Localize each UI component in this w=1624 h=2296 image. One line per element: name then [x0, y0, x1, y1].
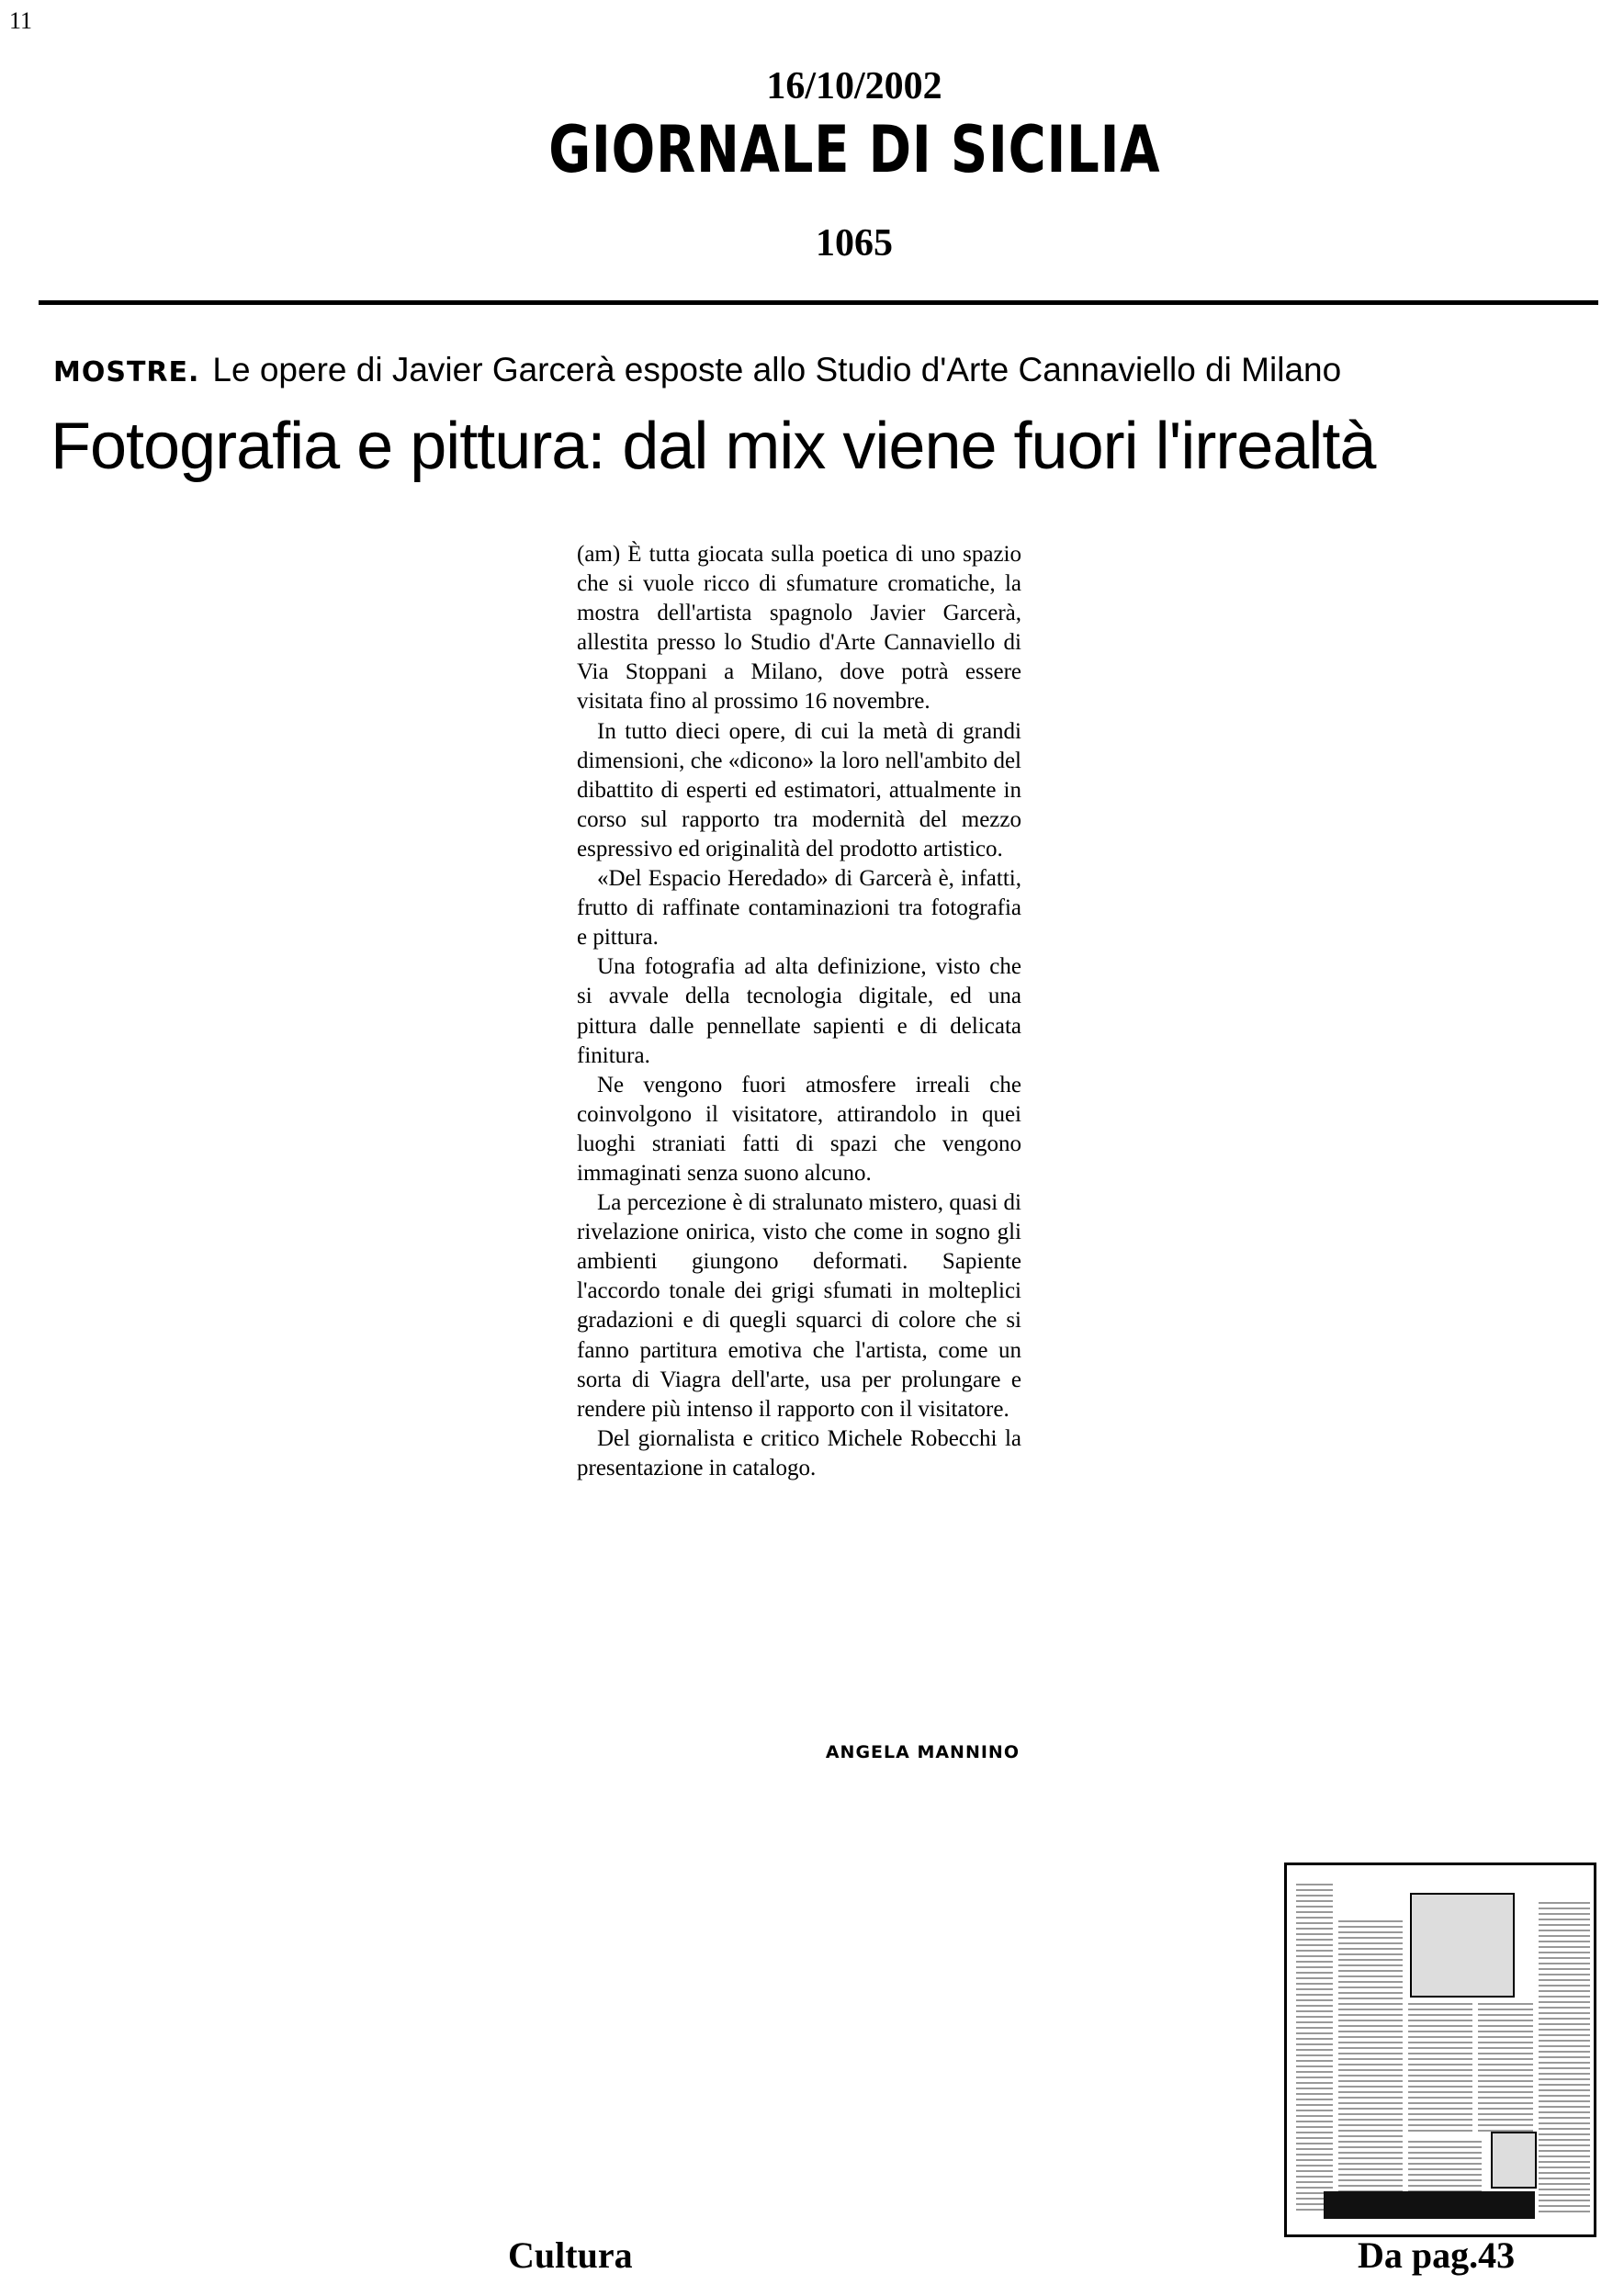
kicker-text: Le opere di Javier Garcerà esposte allo Studio d'Arte Cannaviello di Milano	[212, 351, 1342, 388]
article-paragraph: Ne vengono fuori atmosfere irreali che coinvolgono il visitatore, attirandolo in quei luoghi straniati fatti di spazi che vengono immaginati senza suono alcuno.	[577, 1072, 1021, 1186]
publication-date: 16/10/2002	[766, 65, 942, 107]
thumbnail-column	[1408, 2003, 1472, 2132]
thumbnail-column	[1539, 1902, 1590, 2214]
article-byline: ANGELA MANNINO	[825, 1742, 1020, 1762]
article-kicker	[53, 349, 1341, 394]
article-headline: Fotografia e pittura: dal mix viene fuori l'irrealtà	[51, 410, 1376, 483]
header-rule	[39, 300, 1598, 305]
page-thumbnail	[1284, 1863, 1596, 2237]
newspaper-name: GIORNALE DI SICILIA	[547, 112, 1161, 187]
issue-number: 1065	[816, 222, 893, 264]
article-paragraph: In tutto dieci opere, di cui la metà di grandi dimensioni, che «dicono» la loro nell'ambito del dibattito di esperti ed estimatori, attualmente in corso sul rapporto tra modernità del mezzo espressivo ed originalità del prodotto artistico.	[577, 718, 1021, 861]
article-paragraph: Una fotografia ad alta definizione, visto che si avvale della tecnologia digitale, ed una pittura dalle pennellate sapienti e di delicata finitura.	[577, 954, 1021, 1068]
thumbnail-column	[1408, 2141, 1482, 2196]
page-number: 11	[9, 7, 33, 34]
thumbnail-photo	[1491, 2132, 1537, 2189]
thumbnail-column	[1478, 2003, 1533, 2132]
article-body	[577, 540, 1021, 1483]
article-paragraph: «Del Espacio Heredado» di Garcerà è, infatti, frutto di raffinate contaminazioni tra fotografia e pittura.	[577, 866, 1021, 951]
footer-source-page: Da pag.43	[1358, 2234, 1516, 2276]
article-paragraph: (am) È tutta giocata sulla poetica di uno spazio che si vuole ricco di sfumature cromatiche, la mostra dell'artista spagnolo Javier Garcerà, allestita presso lo Studio d'Arte Cannaviello di Via Stoppani a Milano, dove potrà essere visitata fino al prossimo 16 novembre.	[577, 542, 1021, 715]
thumbnail-photo	[1410, 1893, 1515, 1998]
article-paragraph: Del giornalista e critico Michele Robecchi la presentazione in catalogo.	[577, 1425, 1021, 1480]
thumbnail-column	[1338, 1920, 1403, 2214]
article-paragraph: La percezione è di stralunato mistero, quasi di rivelazione onirica, visto che come in sogno gli ambienti giungono deformati. Sapiente l'accordo tonale dei grigi sfumati in molteplici gradazioni e di quegli squarci di colore che si fanno partitura emotiva che l'artista, come un sorta di Viagra dell'arte, usa per prolungare e rendere più intenso il rapporto con il visitatore.	[577, 1190, 1021, 1422]
footer-section: Cultura	[508, 2234, 633, 2276]
section-label: MOSTRE.	[53, 356, 200, 388]
masthead	[0, 62, 1624, 266]
thumbnail-bar	[1324, 2191, 1535, 2219]
thumbnail-column	[1296, 1884, 1333, 2214]
